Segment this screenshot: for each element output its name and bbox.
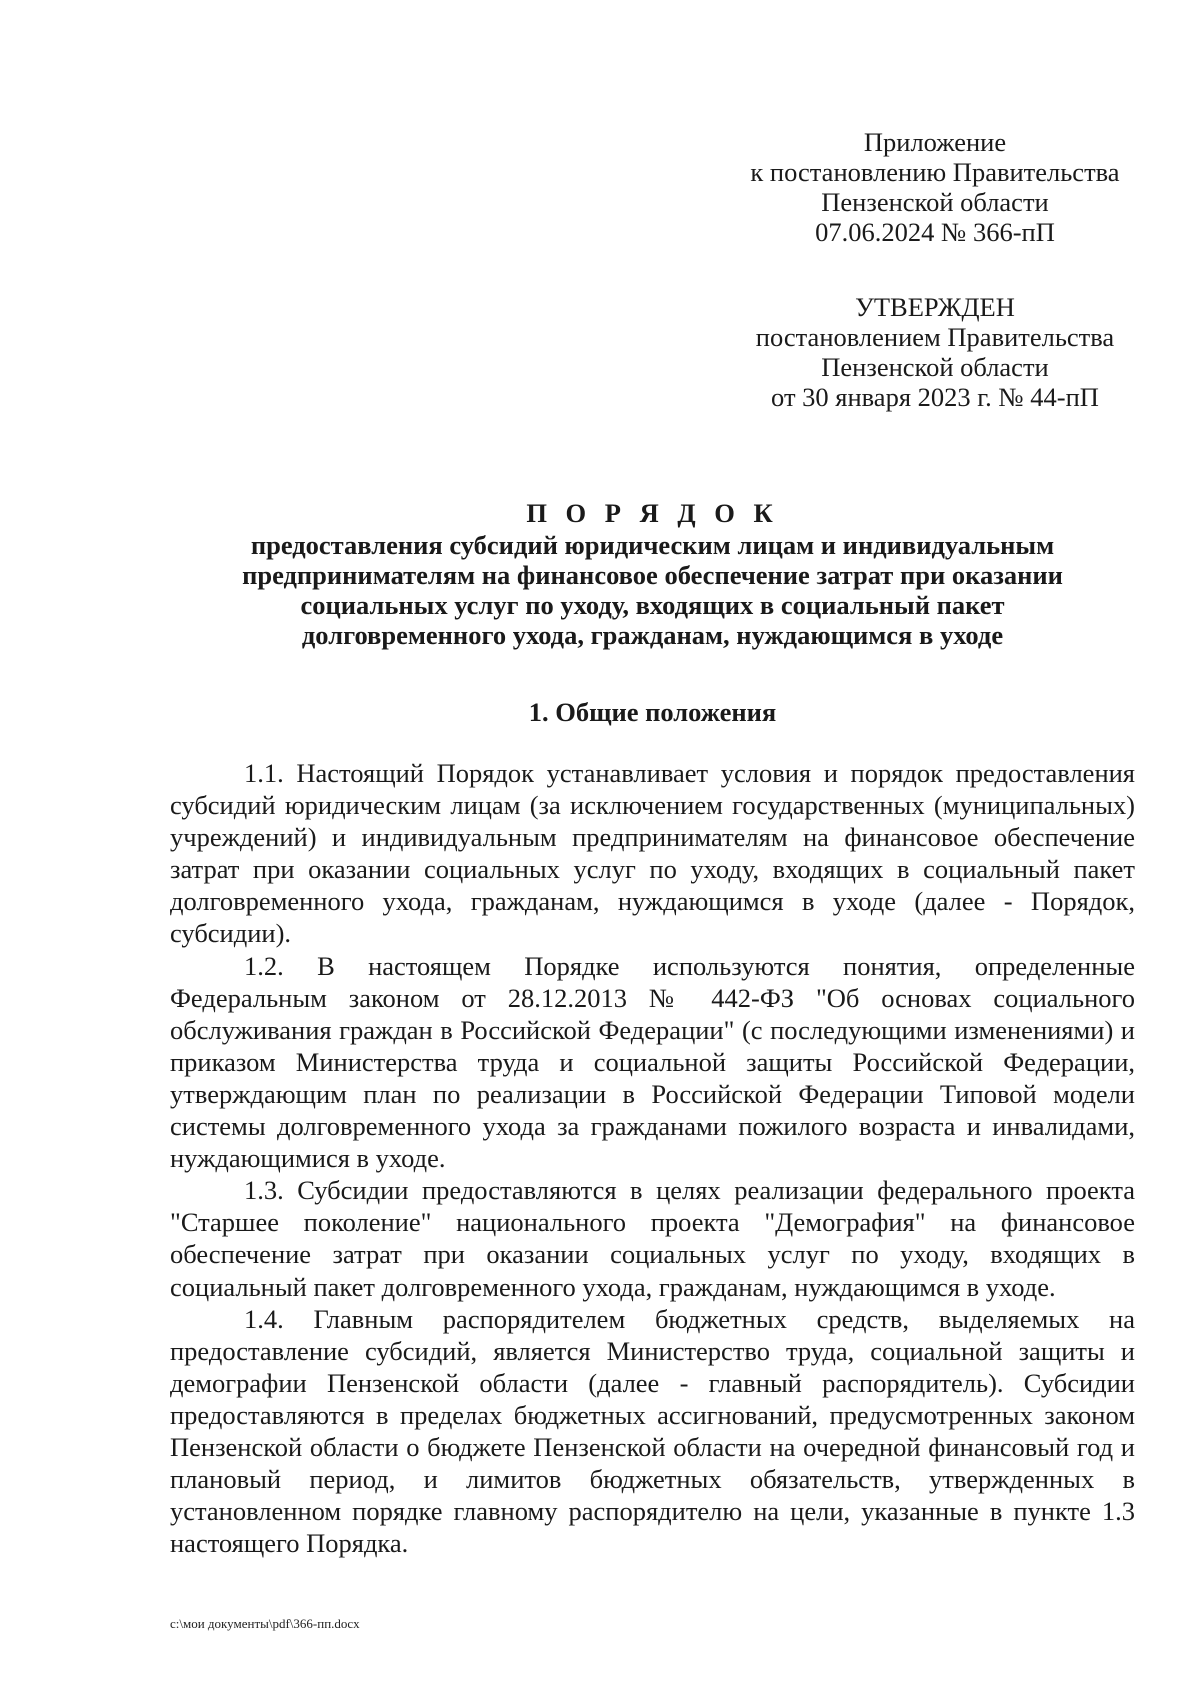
document-title-block <box>170 498 1135 650</box>
appendix-line: к постановлению Правительства <box>750 157 1120 187</box>
document-title: П О Р Я Д О К <box>526 498 779 528</box>
appendix-line: Приложение <box>863 127 1007 157</box>
appendix-line: Пензенской области <box>821 187 1049 217</box>
approval-line: Пензенской области <box>821 352 1049 382</box>
paragraph: 1.4. Главным распорядителем бюджетных средств, выделяемых на предоставление субсидий, является Министерство труда, социальной защиты и демографии Пензенской области (далее - главный распорядитель). Субсидии предоставляются в пределах бюджетных ассигнований, предусмотренных законом Пензенской области о бюджете Пензенской области на очередной финансовый год и плановый период, и лимитов бюджетных обязательств, утвержденных в установленном порядке главному распорядителю на цели, указанные в пункте 1.3 настоящего Порядка. <box>170 1303 1135 1559</box>
paragraph: 1.1. Настоящий Порядок устанавливает условия и порядок предоставления субсидий юридическим лицам (за исключением государственных (муниципальных) учреждений) и индивидуальным предпринимателям на финансовое обеспечение затрат при оказании социальных услуг по уходу, входящих в социальный пакет долговременного ухода, гражданам, нуждающимся в уходе (далее - Порядок, субсидии). <box>170 758 1135 949</box>
footer-file-path: c:\мои документы\pdf\366-пп.docx <box>170 1616 360 1631</box>
appendix-block <box>730 127 1140 247</box>
approval-line: постановлением Правительства <box>755 322 1115 352</box>
section-body <box>170 757 1135 1559</box>
document-subtitle-line: предоставления субсидий юридическим лицам и индивидуальным <box>250 530 1055 560</box>
paragraph: 1.2. В настоящем Порядке используются понятия, определенные Федеральным законом от 28.12.2013 № 442-ФЗ "Об основах социального обслуживания граждан в Российской Федерации" (с последующими изменениями) и приказом Министерства труда и социальной защиты Российской Федерации, утверждающим план по реализации в Российской Федерации Типовой модели системы долговременного ухода за гражданами пожилого возраста и инвалидами, нуждающимися в уходе. <box>170 950 1135 1174</box>
document-subtitle-line: долговременного ухода, гражданам, нуждающимся в уходе <box>301 620 1004 650</box>
paragraph: 1.3. Субсидии предоставляются в целях реализации федерального проекта "Старшее поколение" национального проекта "Демография" на финансовое обеспечение затрат при оказании социальных услуг по уходу, входящих в социальный пакет долговременного ухода, гражданам, нуждающимся в уходе. <box>170 1175 1135 1302</box>
approval-block <box>730 292 1140 412</box>
section-heading: 1. Общие положения <box>528 697 777 727</box>
document-subtitle-line: предпринимателям на финансовое обеспечение затрат при оказании <box>242 560 1063 590</box>
appendix-date-number: 07.06.2024 № 366-пП <box>815 217 1055 247</box>
approval-date-number: от 30 января 2023 г. № 44-пП <box>771 382 1099 412</box>
document-subtitle-line: социальных услуг по уходу, входящих в социальный пакет <box>300 590 1005 620</box>
approval-line: УТВЕРЖДЕН <box>855 292 1015 322</box>
